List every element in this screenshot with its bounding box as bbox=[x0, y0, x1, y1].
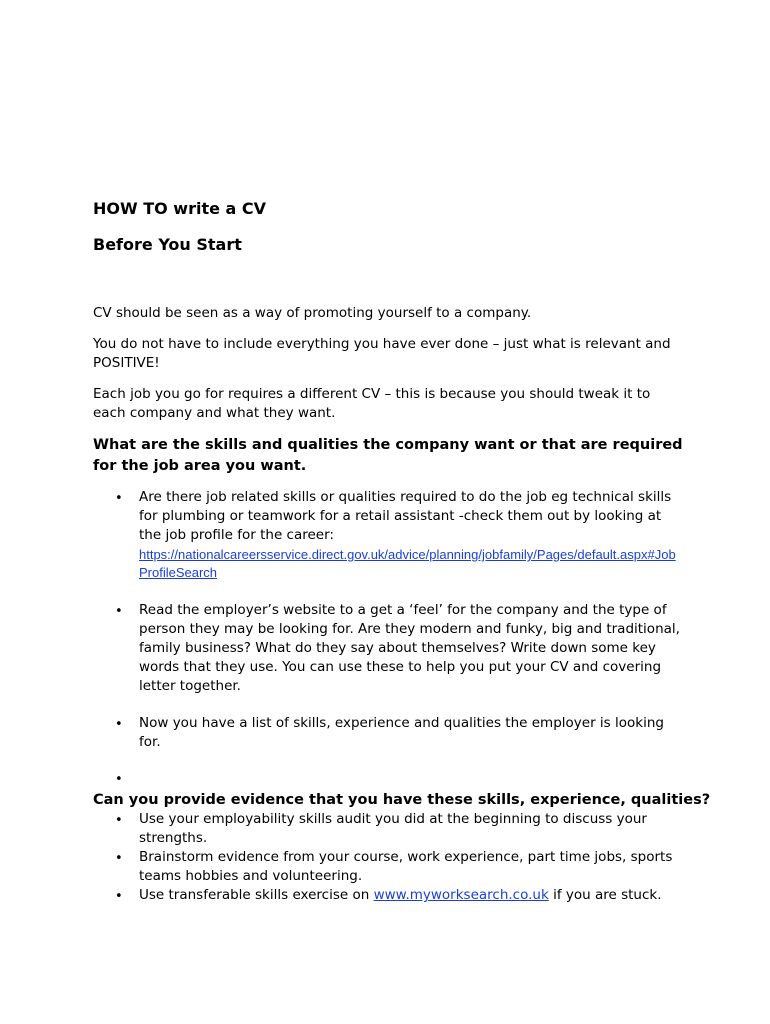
question-heading-2: Can you provide evidence that you have these skills, experience, qualities? bbox=[93, 792, 711, 808]
paragraph-2: You do not have to include everything you have ever done – just what is relevant and POSITIVE! bbox=[93, 336, 671, 371]
document-subtitle: Before You Start bbox=[93, 235, 242, 254]
bullet-marker: • bbox=[115, 717, 123, 732]
bullet-marker: • bbox=[115, 851, 123, 866]
list-item bbox=[139, 886, 699, 905]
bullet-marker: • bbox=[115, 772, 123, 787]
bullet-marker: • bbox=[115, 889, 123, 904]
bullet-marker: • bbox=[115, 604, 123, 619]
list-item bbox=[139, 488, 684, 582]
myworksearch-link[interactable]: www.myworksearch.co.uk bbox=[373, 887, 549, 903]
document-title: HOW TO write a CV bbox=[93, 199, 267, 218]
list-item-text-before: Use transferable skills exercise on bbox=[139, 887, 374, 903]
list-item: Use your employability skills audit you did at the beginning to discuss your strengths. bbox=[139, 811, 647, 846]
list-item: Now you have a list of skills, experience and qualities the employer is looking for. bbox=[139, 715, 664, 750]
list-item: Brainstorm evidence from your course, work experience, part time jobs, sports teams hobbies and volunteering. bbox=[139, 849, 673, 884]
question-heading-1: What are the skills and qualities the company want or that are required for the job area you want. bbox=[93, 437, 683, 474]
bullet-marker: • bbox=[115, 491, 123, 506]
list-item: Read the employer’s website to a get a ‘feel’ for the company and the type of person they may be looking for. Are they modern and funky, big and traditional, family business? What do they say about themselves? Write down some key words that they use. You can use these to help you put your CV and covering letter together. bbox=[139, 602, 680, 694]
list-item-text: Are there job related skills or qualities required to do the job eg technical skills for plumbing or teamwork for a retail assistant -check them out by looking at the job profile for the career: bbox=[139, 489, 672, 543]
job-profile-link[interactable]: https://nationalcareersservice.direct.gov.uk/advice/planning/jobfamily/Pages/default.aspx#JobProfileSearch bbox=[139, 547, 676, 580]
paragraph-3: Each job you go for requires a different CV – this is because you should tweak it to each company and what they want. bbox=[93, 386, 651, 421]
paragraph-1: CV should be seen as a way of promoting yourself to a company. bbox=[93, 305, 532, 321]
list-item-text-after: if you are stuck. bbox=[548, 887, 662, 903]
bullet-marker: • bbox=[115, 813, 123, 828]
